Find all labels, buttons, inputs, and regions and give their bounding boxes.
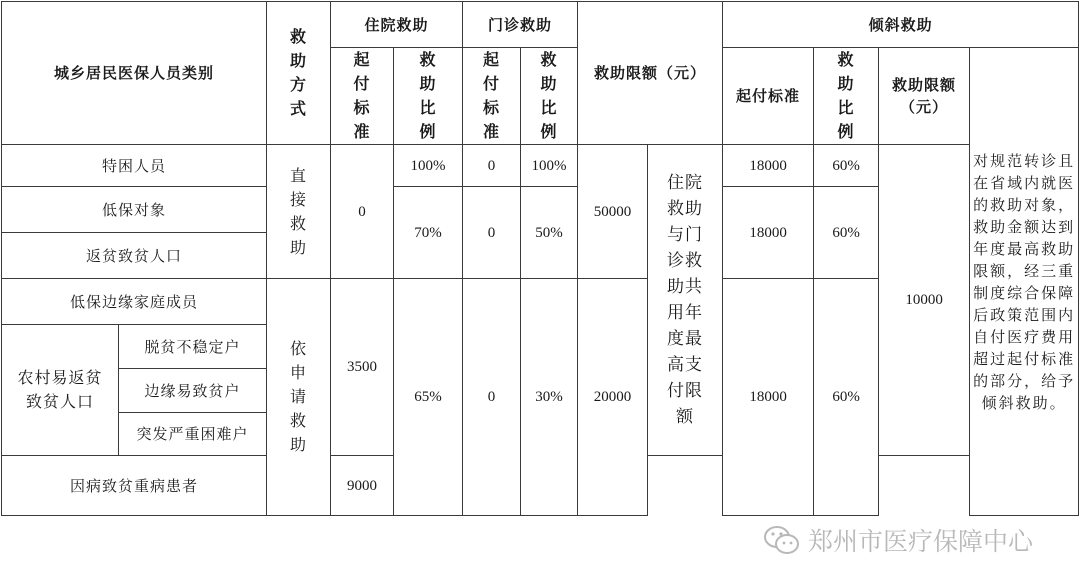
inpatient-ratio-tekun: 100%	[394, 145, 463, 187]
limit-apply: 20000	[578, 279, 648, 516]
header-outpatient: 门诊救助	[463, 2, 578, 48]
method-direct: 直接救助	[267, 145, 331, 279]
method-apply: 依申请救助	[267, 279, 331, 516]
wechat-icon	[762, 523, 802, 557]
outpatient-ratio-apply: 30%	[521, 279, 578, 516]
watermark	[762, 522, 1033, 558]
outpatient-deductible-apply: 0	[463, 279, 521, 516]
medical-aid-table	[1, 1, 1079, 516]
header-tilt-limit: 救助限额（元）	[879, 48, 970, 145]
tilt-deductible-tekun: 18000	[723, 145, 814, 187]
tilt-ratio-tekun: 60%	[814, 145, 879, 187]
header-outpatient-deductible: 起付标准	[463, 48, 521, 145]
header-category: 城乡居民医保人员类别	[2, 2, 267, 145]
header-tilt: 倾斜救助	[723, 2, 1079, 48]
row-label-fanpin: 返贫致贫人口	[2, 233, 267, 279]
tilt-ratio-dibao: 60%	[814, 187, 879, 279]
inpatient-ratio-apply: 65%	[394, 279, 463, 516]
row-label-bianyuan-yi: 边缘易致贫户	[119, 369, 267, 413]
inpatient-ratio-dibao: 70%	[394, 187, 463, 279]
watermark-text: 郑州市医疗保障中心	[808, 527, 1034, 556]
tilt-note: 对规范转诊且在省域内就医的救助对象，救助金额达到年度最高救助限额，经三重制度综合保障后政策范围内自付医疗费用超过起付标准的部分，给予倾斜救助。	[970, 48, 1079, 516]
row-group-rural: 农村易返贫致贫人口	[2, 325, 119, 456]
limit-direct: 50000	[578, 145, 648, 279]
tilt-deductible-dibao: 18000	[723, 187, 814, 279]
outpatient-ratio-tekun: 100%	[521, 145, 578, 187]
inpatient-deductible-yinbing: 9000	[331, 456, 394, 516]
outpatient-deductible-dibao: 0	[463, 187, 521, 279]
row-label-tekun: 特困人员	[2, 145, 267, 187]
tilt-deductible-apply: 18000	[723, 279, 814, 516]
outpatient-ratio-dibao: 50%	[521, 187, 578, 279]
tilt-limit-value: 10000	[879, 145, 970, 456]
header-method: 救助方式	[267, 2, 331, 145]
inpatient-deductible-apply: 3500	[331, 279, 394, 456]
header-tilt-deductible: 起付标准	[723, 48, 814, 145]
inpatient-deductible-direct: 0	[331, 145, 394, 279]
outpatient-deductible-tekun: 0	[463, 145, 521, 187]
tilt-ratio-apply: 60%	[814, 279, 879, 516]
row-label-tuopin: 脱贫不稳定户	[119, 325, 267, 369]
header-inpatient-ratio: 救助比例	[394, 48, 463, 145]
limit-shared-text: 住院救助与门诊救助共用年度最高支付限额	[648, 145, 723, 456]
header-inpatient-deductible: 起付标准	[331, 48, 394, 145]
header-outpatient-ratio: 救助比例	[521, 48, 578, 145]
row-label-bianyuan: 低保边缘家庭成员	[2, 279, 267, 325]
row-label-tufa: 突发严重困难户	[119, 413, 267, 456]
row-label-yinbing: 因病致贫重病患者	[2, 456, 267, 516]
header-tilt-ratio: 救助比例	[814, 48, 879, 145]
header-inpatient: 住院救助	[331, 2, 463, 48]
header-limit: 救助限额（元）	[578, 2, 723, 145]
row-label-dibao: 低保对象	[2, 187, 267, 233]
